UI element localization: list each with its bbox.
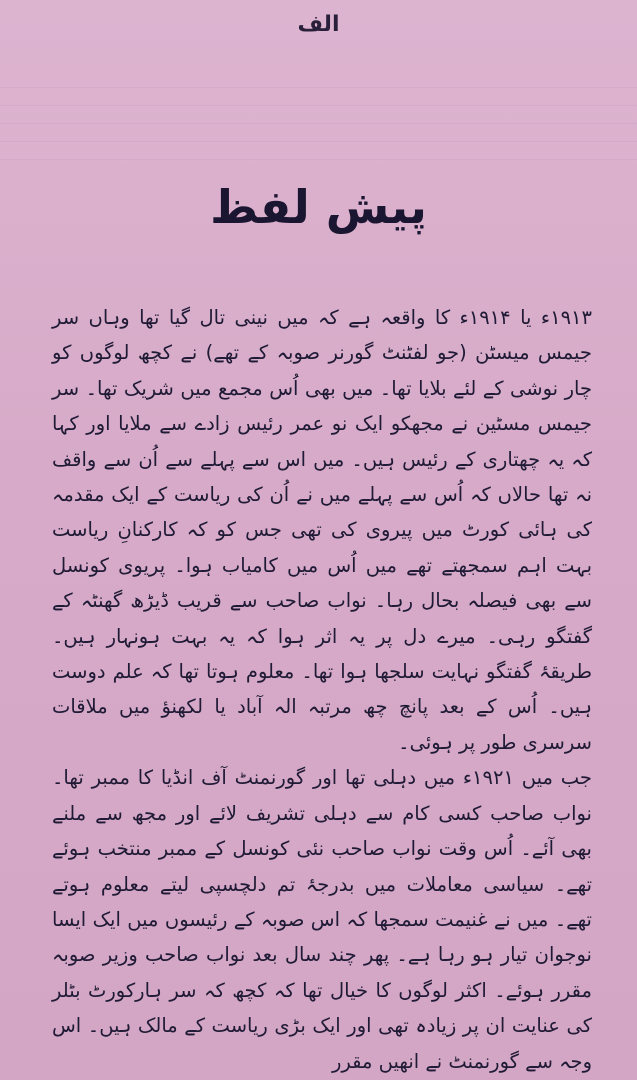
show-through-texture <box>0 70 637 160</box>
page-number-label: الف <box>297 12 340 37</box>
paragraph-1: ۱۹۱۳ء یا ۱۹۱۴ء کا واقعہ ہے کہ میں نینی تال گیا تھا وہاں سر جیمس میسٹن (جو لفٹنٹ گورنر صوبہ کے تھے) نے کچھ لوگوں کو چار نوشی کے لئے بلایا تھا۔ میں بھی اُس مجمع میں شریک تھا۔ سر جیمس مسٹین نے مجھکو ایک نو عمر رئیس زادے سے ملایا اور کہا کہ یہ چھتاری کے رئیس ہیں۔ میں اس سے پہلے سے اُن سے واقف نہ تھا حالاں کہ اُس سے پہلے میں نے اُن کی ریاست کے ایک مقدمہ کی ہائی کورٹ میں پیروی کی تھی جس کو کہ کارکنانِ ریاست بہت اہم سمجھتے تھے میں اُس میں کامیاب ہوا۔ پریوی کونسل سے بھی فیصلہ بحال رہا۔ نواب صاحب سے قریب ڈیڑھ گھنٹہ کے گفتگو رہی۔ میرے دل پر یہ اثر ہوا کہ یہ بہت ہونہار ہیں۔ طریقۂ گفتگو نہایت سلجھا ہوا تھا۔ معلوم ہوتا تھا کہ علم دوست ہیں۔ اُس کے بعد پانچ چھ مرتبہ الہ آباد یا لکھنؤ میں ملاقات سرسری طور پر ہوئی۔ <box>52 306 592 754</box>
paragraph-2: جب میں ۱۹۲۱ء میں دہلی تھا اور گورنمنٹ آف انڈیا کا ممبر تھا۔ نواب صاحب کسی کام سے دہلی تشریف لائے اور مجھ سے ملنے بھی آئے۔ اُس وقت نواب صاحب نئی کونسل کے ممبر منتخب ہوئے تھے۔ سیاسی معاملات میں بدرجۂ تم دلچسپی لیتے معلوم ہوتے تھے۔ میں نے غنیمت سمجھا کہ اس صوبہ کے رئیسوں میں ایک ایسا نوجوان تیار ہو رہا ہے۔ پھر چند سال بعد نواب صاحب وزیر صوبہ مقرر ہوئے۔ اکثر لوگوں کا خیال تھا کہ کچھ کہ سر ہارکورٹ بٹلر کی عنایت ان پر زیادہ تھی اور ایک بڑی ریاست کے مالک ہیں۔ اس وجہ سے گورنمنٹ نے انھیں مقرر <box>52 766 592 1073</box>
page-title: پیش لفظ <box>210 180 427 234</box>
text-body <box>52 300 592 1079</box>
